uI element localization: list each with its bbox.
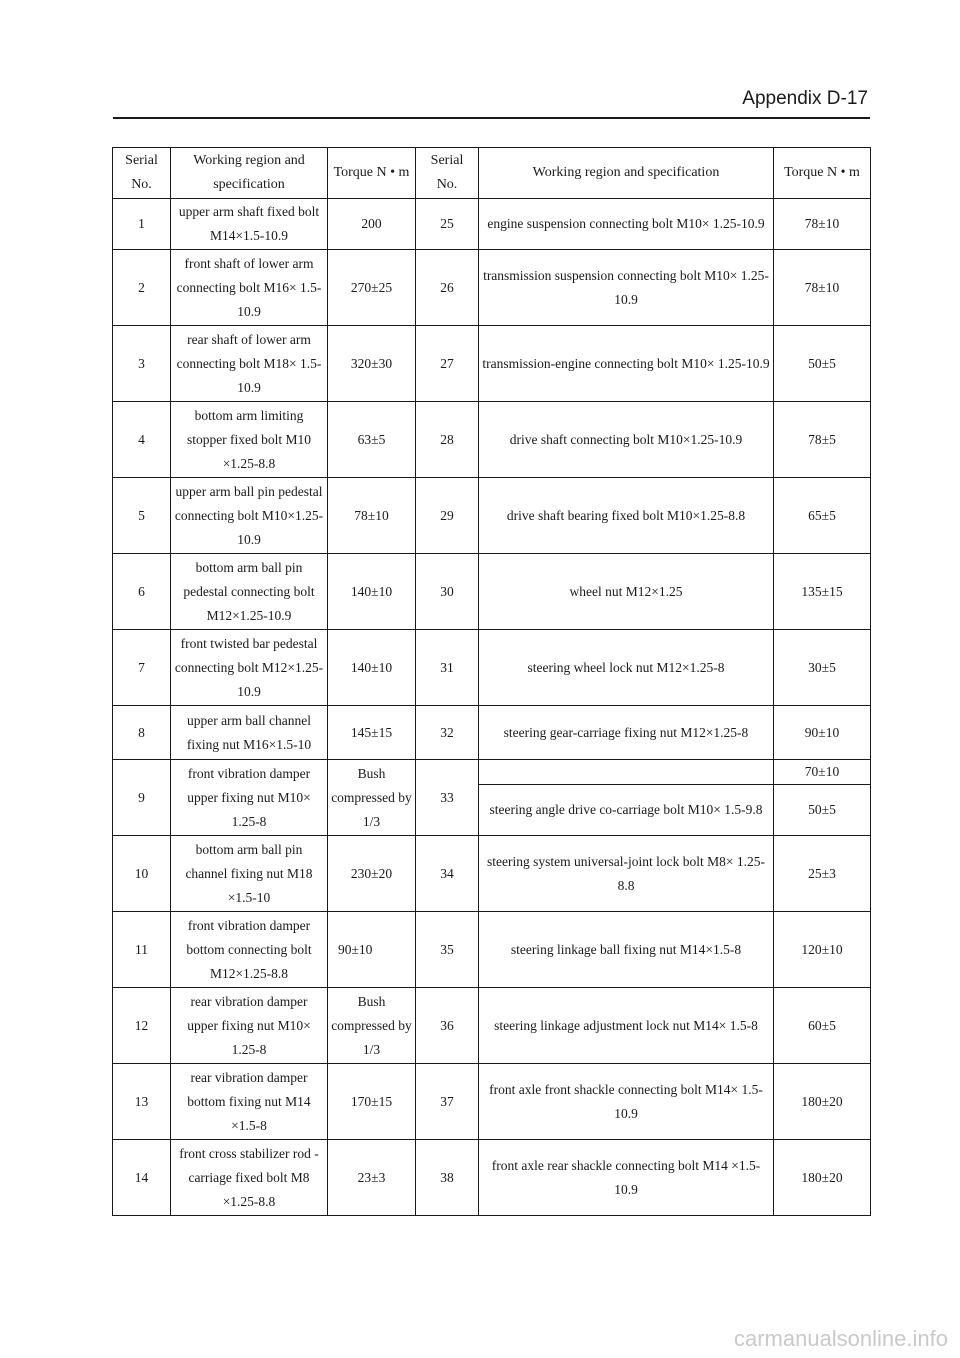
torque-cell: 30±5 bbox=[774, 630, 871, 706]
torque-cell: 120±10 bbox=[774, 912, 871, 988]
region-cell: bottom arm limiting stopper fixed bolt M10 ×1.25-8.8 bbox=[171, 402, 328, 478]
torque-cell: 135±15 bbox=[774, 554, 871, 630]
region-cell: front axle front shackle connecting bolt M14× 1.5-10.9 bbox=[479, 1064, 774, 1140]
header-region-left: Working region and specification bbox=[171, 148, 328, 199]
serial-cell: 35 bbox=[416, 912, 479, 988]
table-row bbox=[113, 402, 871, 478]
table-row bbox=[113, 760, 871, 785]
table-row bbox=[113, 554, 871, 630]
table-row bbox=[113, 912, 871, 988]
page-header: Appendix D-17 bbox=[742, 88, 868, 109]
region-cell: steering gear-carriage fixing nut M12×1.25-8 bbox=[479, 706, 774, 760]
region-cell: transmission suspension connecting bolt M10× 1.25-10.9 bbox=[479, 250, 774, 326]
torque-cell: 25±3 bbox=[774, 836, 871, 912]
table-row bbox=[113, 478, 871, 554]
torque-cell: Bush compressed by 1/3 bbox=[328, 988, 416, 1064]
region-cell: rear vibration damper upper fixing nut M10× 1.25-8 bbox=[171, 988, 328, 1064]
torque-cell: 50±5 bbox=[774, 785, 871, 836]
serial-cell: 7 bbox=[113, 630, 171, 706]
region-cell: steering angle drive co-carriage bolt M10× 1.5-9.8 bbox=[479, 785, 774, 836]
serial-cell: 9 bbox=[113, 760, 171, 836]
torque-cell: 23±3 bbox=[328, 1140, 416, 1216]
table-row bbox=[113, 630, 871, 706]
serial-cell: 10 bbox=[113, 836, 171, 912]
serial-cell: 29 bbox=[416, 478, 479, 554]
table-row bbox=[113, 988, 871, 1064]
torque-cell: 78±5 bbox=[774, 402, 871, 478]
region-cell: wheel nut M12×1.25 bbox=[479, 554, 774, 630]
region-cell: upper arm ball channel fixing nut M16×1.5-10 bbox=[171, 706, 328, 760]
header-rule bbox=[113, 117, 870, 119]
serial-cell: 36 bbox=[416, 988, 479, 1064]
serial-cell: 11 bbox=[113, 912, 171, 988]
region-cell: engine suspension connecting bolt M10× 1.25-10.9 bbox=[479, 199, 774, 250]
region-cell: front shaft of lower arm connecting bolt M16× 1.5-10.9 bbox=[171, 250, 328, 326]
serial-cell: 27 bbox=[416, 326, 479, 402]
torque-cell: 60±5 bbox=[774, 988, 871, 1064]
torque-cell: 180±20 bbox=[774, 1064, 871, 1140]
serial-cell: 37 bbox=[416, 1064, 479, 1140]
serial-cell: 3 bbox=[113, 326, 171, 402]
serial-cell: 2 bbox=[113, 250, 171, 326]
region-cell: front cross stabilizer rod -carriage fixed bolt M8 ×1.25-8.8 bbox=[171, 1140, 328, 1216]
table-header-row bbox=[113, 148, 871, 199]
torque-cell: 145±15 bbox=[328, 706, 416, 760]
region-cell: bottom arm ball pin pedestal connecting bolt M12×1.25-10.9 bbox=[171, 554, 328, 630]
torque-cell: 170±15 bbox=[328, 1064, 416, 1140]
table-row bbox=[113, 706, 871, 760]
header-serial-right: Serial No. bbox=[416, 148, 479, 199]
torque-cell: 230±20 bbox=[328, 836, 416, 912]
region-cell: front axle rear shackle connecting bolt M14 ×1.5-10.9 bbox=[479, 1140, 774, 1216]
torque-cell: 90±10 bbox=[774, 706, 871, 760]
region-cell: steering wheel lock nut M12×1.25-8 bbox=[479, 630, 774, 706]
header-torque-left: Torque N • m bbox=[328, 148, 416, 199]
serial-cell: 38 bbox=[416, 1140, 479, 1216]
torque-cell: 65±5 bbox=[774, 478, 871, 554]
serial-cell: 1 bbox=[113, 199, 171, 250]
torque-cell: 270±25 bbox=[328, 250, 416, 326]
region-cell: upper arm ball pin pedestal connecting bolt M10×1.25-10.9 bbox=[171, 478, 328, 554]
region-cell: transmission-engine connecting bolt M10× 1.25-10.9 bbox=[479, 326, 774, 402]
serial-cell: 30 bbox=[416, 554, 479, 630]
region-cell: steering linkage adjustment lock nut M14× 1.5-8 bbox=[479, 988, 774, 1064]
serial-cell: 25 bbox=[416, 199, 479, 250]
table-row bbox=[113, 199, 871, 250]
serial-cell: 28 bbox=[416, 402, 479, 478]
serial-cell: 34 bbox=[416, 836, 479, 912]
table-row bbox=[113, 250, 871, 326]
table-row bbox=[113, 326, 871, 402]
torque-cell: 90±10 bbox=[328, 912, 416, 988]
region-cell bbox=[479, 760, 774, 785]
serial-cell: 33 bbox=[416, 760, 479, 836]
serial-cell: 8 bbox=[113, 706, 171, 760]
region-cell: front vibration damper upper fixing nut M10× 1.25-8 bbox=[171, 760, 328, 836]
serial-cell: 4 bbox=[113, 402, 171, 478]
torque-cell: Bush compressed by 1/3 bbox=[328, 760, 416, 836]
serial-cell: 31 bbox=[416, 630, 479, 706]
header-serial-left: Serial No. bbox=[113, 148, 171, 199]
table-row bbox=[113, 1064, 871, 1140]
region-cell: front twisted bar pedestal connecting bolt M12×1.25-10.9 bbox=[171, 630, 328, 706]
torque-cell: 320±30 bbox=[328, 326, 416, 402]
table-row bbox=[113, 1140, 871, 1216]
torque-cell: 70±10 bbox=[774, 760, 871, 785]
region-cell: steering linkage ball fixing nut M14×1.5-8 bbox=[479, 912, 774, 988]
header-region-right: Working region and specification bbox=[479, 148, 774, 199]
torque-cell: 78±10 bbox=[774, 199, 871, 250]
serial-cell: 6 bbox=[113, 554, 171, 630]
region-cell: steering system universal-joint lock bolt M8× 1.25-8.8 bbox=[479, 836, 774, 912]
torque-cell: 140±10 bbox=[328, 554, 416, 630]
serial-cell: 26 bbox=[416, 250, 479, 326]
torque-cell: 50±5 bbox=[774, 326, 871, 402]
torque-table bbox=[112, 147, 871, 1216]
region-cell: drive shaft bearing fixed bolt M10×1.25-8.8 bbox=[479, 478, 774, 554]
region-cell: upper arm shaft fixed bolt M14×1.5-10.9 bbox=[171, 199, 328, 250]
region-cell: bottom arm ball pin channel fixing nut M18 ×1.5-10 bbox=[171, 836, 328, 912]
region-cell: rear vibration damper bottom fixing nut M14 ×1.5-8 bbox=[171, 1064, 328, 1140]
table-row bbox=[113, 836, 871, 912]
region-cell: front vibration damper bottom connecting bolt M12×1.25-8.8 bbox=[171, 912, 328, 988]
torque-cell: 78±10 bbox=[328, 478, 416, 554]
serial-cell: 5 bbox=[113, 478, 171, 554]
serial-cell: 14 bbox=[113, 1140, 171, 1216]
torque-cell: 78±10 bbox=[774, 250, 871, 326]
serial-cell: 13 bbox=[113, 1064, 171, 1140]
watermark: carmanualsonline.info bbox=[733, 1326, 948, 1351]
serial-cell: 12 bbox=[113, 988, 171, 1064]
header-torque-right: Torque N • m bbox=[774, 148, 871, 199]
torque-cell: 180±20 bbox=[774, 1140, 871, 1216]
region-cell: rear shaft of lower arm connecting bolt M18× 1.5-10.9 bbox=[171, 326, 328, 402]
torque-cell: 200 bbox=[328, 199, 416, 250]
region-cell: drive shaft connecting bolt M10×1.25-10.9 bbox=[479, 402, 774, 478]
serial-cell: 32 bbox=[416, 706, 479, 760]
torque-cell: 63±5 bbox=[328, 402, 416, 478]
torque-cell: 140±10 bbox=[328, 630, 416, 706]
